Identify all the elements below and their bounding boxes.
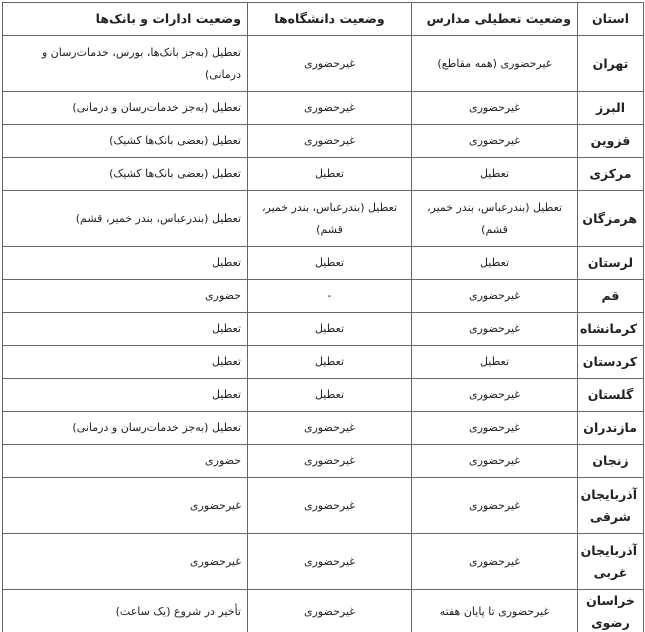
header-row <box>3 3 644 36</box>
schools-cell: غیرحضوری <box>412 412 578 445</box>
schools-cell: تعطیل (بندرعباس، بندر خمیر، قشم) <box>412 191 578 247</box>
table-row <box>3 313 644 346</box>
table-row <box>3 590 644 632</box>
universities-cell: غیرحضوری <box>248 412 412 445</box>
table-row <box>3 412 644 445</box>
province-cell: هرمزگان <box>578 191 644 247</box>
province-cell: کرمانشاه <box>578 313 644 346</box>
header-offices: وضعیت ادارات و بانک‌ها <box>3 3 248 36</box>
table-row <box>3 191 644 247</box>
province-cell: لرستان <box>578 247 644 280</box>
schools-cell: غیرحضوری (همه مقاطع) <box>412 36 578 92</box>
province-cell: قزوین <box>578 125 644 158</box>
schools-cell: غیرحضوری <box>412 92 578 125</box>
schools-cell: تعطیل <box>412 346 578 379</box>
province-cell: آذربایجان شرقی <box>578 478 644 534</box>
schools-cell: غیرحضوری <box>412 280 578 313</box>
universities-cell: تعطیل <box>248 158 412 191</box>
offices-cell: تعطیل <box>3 247 248 280</box>
header-province: استان <box>578 3 644 36</box>
universities-cell: غیرحضوری <box>248 445 412 478</box>
province-cell: خراسان رضوی <box>578 590 644 632</box>
offices-cell: تعطیل (بعضی بانک‌ها کشیک) <box>3 158 248 191</box>
offices-cell: تعطیل <box>3 313 248 346</box>
province-cell: زنجان <box>578 445 644 478</box>
province-cell: البرز <box>578 92 644 125</box>
province-cell: قم <box>578 280 644 313</box>
offices-cell: تأخیر در شروع (یک ساعت) <box>3 590 248 632</box>
province-cell: مرکزی <box>578 158 644 191</box>
universities-cell: غیرحضوری <box>248 36 412 92</box>
table-row <box>3 158 644 191</box>
table-row <box>3 280 644 313</box>
universities-cell: - <box>248 280 412 313</box>
table-row <box>3 478 644 534</box>
schools-cell: غیرحضوری <box>412 445 578 478</box>
universities-cell: غیرحضوری <box>248 125 412 158</box>
offices-cell: تعطیل (به‌جز بانک‌ها، بورس، خدمات‌رسان و درمانی) <box>3 36 248 92</box>
universities-cell: تعطیل (بندرعباس، بندر خمیر، قشم) <box>248 191 412 247</box>
offices-cell: تعطیل <box>3 379 248 412</box>
schools-cell: تعطیل <box>412 247 578 280</box>
schools-cell: غیرحضوری <box>412 379 578 412</box>
universities-cell: غیرحضوری <box>248 534 412 590</box>
universities-cell: غیرحضوری <box>248 590 412 632</box>
province-cell: آذربایجان غربی <box>578 534 644 590</box>
offices-cell: غیرحضوری <box>3 534 248 590</box>
province-cell: تهران <box>578 36 644 92</box>
schools-cell: غیرحضوری <box>412 313 578 346</box>
offices-cell: حضوری <box>3 445 248 478</box>
universities-cell: غیرحضوری <box>248 478 412 534</box>
universities-cell: غیرحضوری <box>248 92 412 125</box>
offices-cell: تعطیل <box>3 346 248 379</box>
province-cell: گلستان <box>578 379 644 412</box>
offices-cell: تعطیل (به‌جز خدمات‌رسان و درمانی) <box>3 412 248 445</box>
schools-cell: غیرحضوری <box>412 534 578 590</box>
schools-cell: غیرحضوری <box>412 478 578 534</box>
table-row <box>3 346 644 379</box>
offices-cell: تعطیل (بعضی بانک‌ها کشیک) <box>3 125 248 158</box>
table-body <box>3 36 644 632</box>
table-row <box>3 92 644 125</box>
table-row <box>3 36 644 92</box>
table-row <box>3 379 644 412</box>
province-cell: مازندران <box>578 412 644 445</box>
universities-cell: تعطیل <box>248 379 412 412</box>
schools-cell: غیرحضوری تا پایان هفته <box>412 590 578 632</box>
schools-cell: غیرحضوری <box>412 125 578 158</box>
offices-cell: غیرحضوری <box>3 478 248 534</box>
status-table <box>2 2 644 632</box>
universities-cell: تعطیل <box>248 313 412 346</box>
universities-cell: تعطیل <box>248 346 412 379</box>
header-universities: وضعیت دانشگاه‌ها <box>248 3 412 36</box>
offices-cell: تعطیل (به‌جز خدمات‌رسان و درمانی) <box>3 92 248 125</box>
schools-cell: تعطیل <box>412 158 578 191</box>
table-row <box>3 125 644 158</box>
header-schools: وضعیت تعطیلی مدارس <box>412 3 578 36</box>
offices-cell: حضوری <box>3 280 248 313</box>
universities-cell: تعطیل <box>248 247 412 280</box>
table-row <box>3 534 644 590</box>
offices-cell: تعطیل (بندرعباس، بندر خمیر، قشم) <box>3 191 248 247</box>
province-cell: کردستان <box>578 346 644 379</box>
table-row <box>3 247 644 280</box>
table-row <box>3 445 644 478</box>
